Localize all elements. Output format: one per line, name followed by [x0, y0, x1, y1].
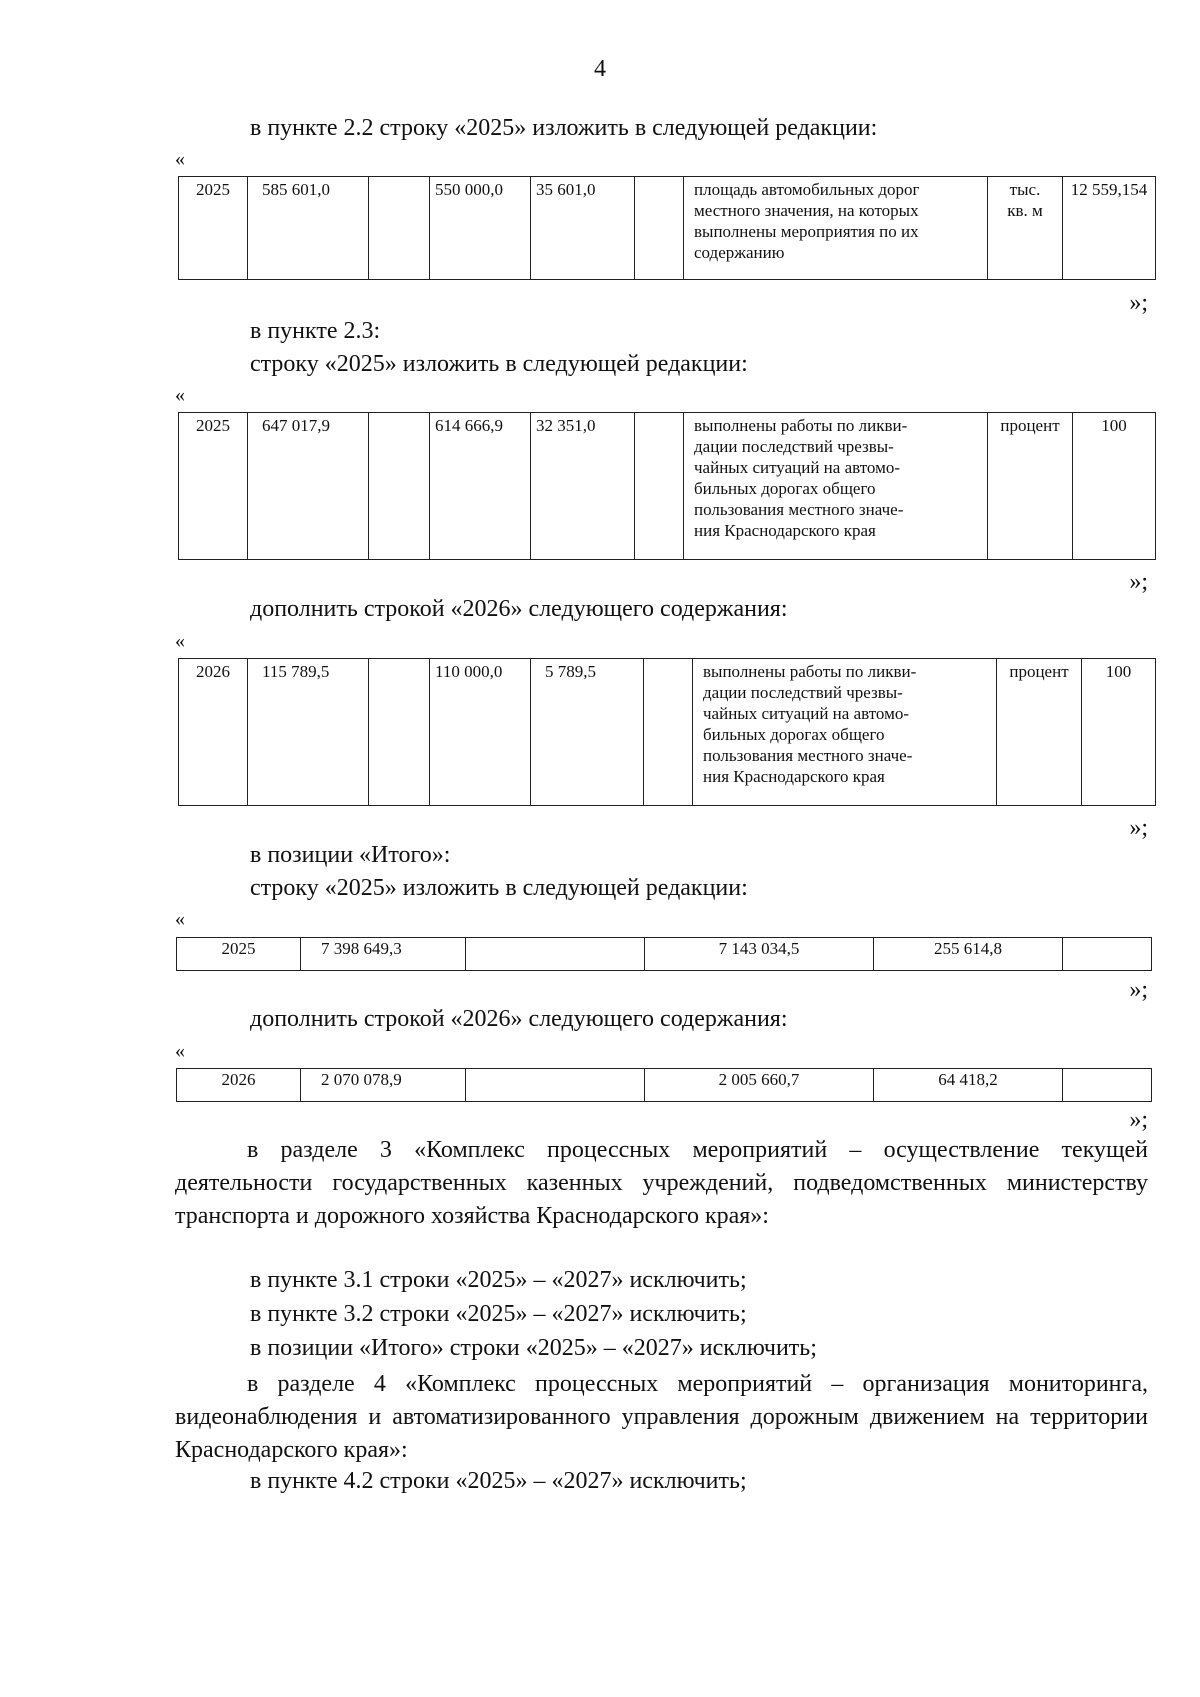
cell-empty [1063, 1069, 1152, 1102]
itogo-open-quote: « [175, 908, 185, 930]
cell-year: 2025 [177, 938, 301, 971]
indicator-line: бильных дорогах общего [703, 725, 885, 744]
indicator-line: площадь автомобильных дорог [694, 180, 920, 199]
cell-indicator [684, 177, 988, 280]
indicator-line: чайных ситуаций на автомо- [694, 458, 901, 477]
cell-regional: 2 005 660,7 [645, 1069, 874, 1102]
indicator-line: местного значения, на которых [694, 201, 919, 220]
indicator-line: ния Краснодарского края [703, 767, 885, 786]
section4-text: в разделе 4 «Комплекс процессных мероприятий – организация мониторинга, видеонаблюдения и автоматизированного управления дорожным движением на территории Краснодарского края»: [175, 1371, 1148, 1463]
table-row [179, 413, 1156, 560]
cell-empty [644, 659, 693, 806]
sec22-intro: в пункте 2.2 строку «2025» изложить в следующей редакции: [250, 115, 878, 141]
sec22-close-quote: »; [1129, 290, 1148, 316]
sec23b-close-quote: »; [1129, 815, 1148, 841]
indicator-line: выполнены работы по ликви- [703, 662, 917, 681]
cell-year: 2025 [179, 177, 248, 280]
sec23b-intro: дополнить строкой «2026» следующего содержания: [250, 596, 788, 622]
cell-unit: процент [988, 413, 1073, 560]
sec22-open-quote: « [175, 148, 185, 170]
table-row [177, 1069, 1152, 1102]
cell-empty [369, 177, 430, 280]
cell-empty [635, 413, 684, 560]
sec23-intro: в пункте 2.3: [250, 318, 381, 344]
line-itogo-3: в позиции «Итого» строки «2025» – «2027» исключить; [250, 1335, 817, 1361]
itogo2026-close-quote: »; [1129, 1107, 1148, 1133]
cell-local: 32 351,0 [531, 413, 635, 560]
cell-empty [466, 1069, 645, 1102]
cell-empty [635, 177, 684, 280]
unit-line: кв. м [1007, 201, 1043, 220]
unit-line: тыс. [1009, 180, 1041, 199]
cell-empty [1063, 938, 1152, 971]
sec22-table [178, 176, 1156, 280]
page-number: 4 [594, 56, 606, 82]
cell-local: 35 601,0 [531, 177, 635, 280]
sec23-open-quote: « [175, 384, 185, 406]
section3-text: в разделе 3 «Комплекс процессных мероприятий – осуществление текущей деятельности государственных казенных учреждений, подведомственных министерству транспорта и дорожного хозяйства Краснодарского края»: [175, 1137, 1148, 1229]
cell-total: 7 398 649,3 [301, 938, 466, 971]
indicator-line: пользования местного значе- [703, 746, 913, 765]
section3-paragraph [175, 1134, 1148, 1233]
sec23b-open-quote: « [175, 630, 185, 652]
itogo2026-intro: дополнить строкой «2026» следующего содержания: [250, 1006, 788, 1032]
cell-local: 255 614,8 [874, 938, 1063, 971]
cell-regional: 110 000,0 [430, 659, 531, 806]
cell-total: 585 601,0 [248, 177, 369, 280]
cell-year: 2026 [179, 659, 248, 806]
cell-empty [369, 659, 430, 806]
cell-value: 100 [1082, 659, 1156, 806]
indicator-line: бильных дорогах общего [694, 479, 876, 498]
indicator-line: выполнены работы по ликви- [694, 416, 908, 435]
cell-year: 2026 [177, 1069, 301, 1102]
cell-total: 115 789,5 [248, 659, 369, 806]
cell-regional: 550 000,0 [430, 177, 531, 280]
indicator-line: чайных ситуаций на автомо- [703, 704, 910, 723]
sec23b-table [178, 658, 1156, 806]
indicator-line: пользования местного значе- [694, 500, 904, 519]
cell-regional: 7 143 034,5 [645, 938, 874, 971]
itogo-close-quote: »; [1129, 977, 1148, 1003]
line-3-2: в пункте 3.2 строки «2025» – «2027» исключить; [250, 1301, 747, 1327]
indicator-line: ния Краснодарского края [694, 521, 876, 540]
cell-local: 5 789,5 [531, 659, 644, 806]
indicator-line: дации последствий чрезвы- [703, 683, 903, 702]
itogo2026-open-quote: « [175, 1040, 185, 1062]
cell-total: 2 070 078,9 [301, 1069, 466, 1102]
sec23-close-quote: »; [1129, 569, 1148, 595]
itogo-intro: в позиции «Итого»: [250, 842, 451, 868]
itogo-intro-2: строку «2025» изложить в следующей редакции: [250, 875, 748, 901]
cell-regional: 614 666,9 [430, 413, 531, 560]
cell-value: 12 559,154 [1063, 177, 1156, 280]
indicator-line: дации последствий чрезвы- [694, 437, 894, 456]
cell-unit [988, 177, 1063, 280]
cell-empty [369, 413, 430, 560]
cell-year: 2025 [179, 413, 248, 560]
section4-paragraph [175, 1368, 1148, 1467]
table-row [179, 177, 1156, 280]
itogo2026-table [176, 1068, 1152, 1102]
line-4-2: в пункте 4.2 строки «2025» – «2027» исключить; [250, 1468, 747, 1494]
cell-local: 64 418,2 [874, 1069, 1063, 1102]
cell-unit: процент [997, 659, 1082, 806]
line-3-1: в пункте 3.1 строки «2025» – «2027» исключить; [250, 1267, 747, 1293]
cell-value: 100 [1073, 413, 1156, 560]
cell-indicator [684, 413, 988, 560]
indicator-line: содержанию [694, 243, 785, 262]
indicator-line: выполнены мероприятия по их [694, 222, 919, 241]
sec23-intro-2: строку «2025» изложить в следующей редакции: [250, 351, 748, 377]
table-row [179, 659, 1156, 806]
cell-empty [466, 938, 645, 971]
itogo-table [176, 937, 1152, 971]
sec23-table [178, 412, 1156, 560]
cell-total: 647 017,9 [248, 413, 369, 560]
table-row [177, 938, 1152, 971]
cell-indicator [693, 659, 997, 806]
